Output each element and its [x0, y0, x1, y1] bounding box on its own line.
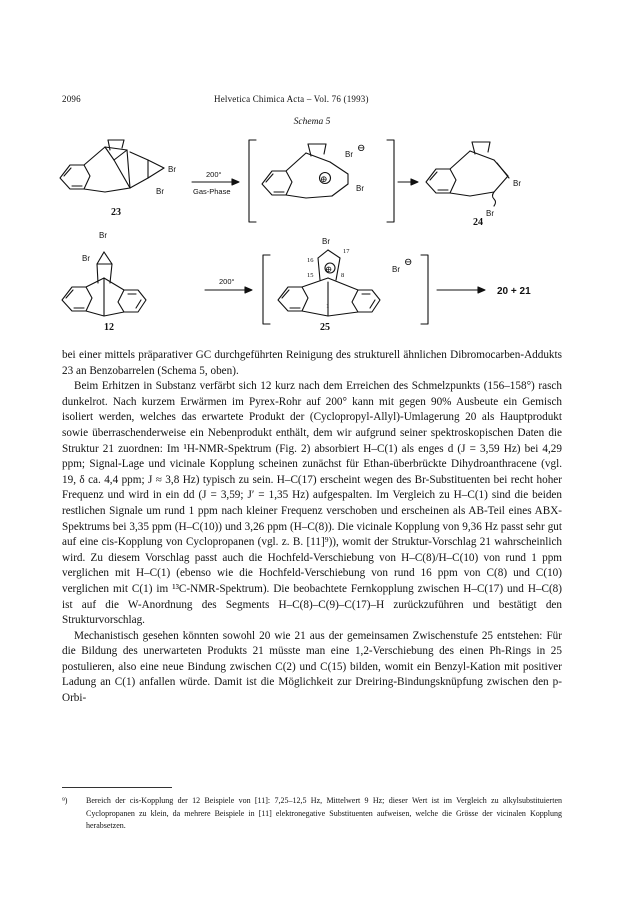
br-label: Br [82, 254, 90, 263]
compound-number-23: 23 [111, 207, 121, 218]
br-label: Br [513, 179, 521, 188]
counterion-br: Br [392, 265, 400, 274]
structure-24 [426, 142, 509, 206]
products-label: 20 + 21 [497, 286, 531, 297]
paragraph: Beim Erhitzen in Substanz verfärbt sich 12 kurz nach dem Erreichen des Schmelzpunkts (156–158°) rasch dunkelrot. Nach kurzem Erwärmen im Pyrex-Rohr auf 200° kann mit gegen 90% Ausbeute ein Gemisch isoliert werden, welches das erwartete Produkt der (Cyclopropyl-Allyl)-Umlagerung 20 als Hauptprodukt sowie überraschenderweise ein Nebenprodukt enthält, dem wir aufgrund seiner spektroskopischen Daten die Struktur 21 zuordnen: Im ¹H-NMR-Spektrum (Fig. 2) absorbiert H–C(1) als enges d (J = 3,59 Hz) bei 4,29 ppm; Signal-Lage und vicinale Kopplung scheinen zunächst für Ethan-überbrückte Dihydroanthracene (vgl. 19, δ ca. 4,4 ppm; J ≈ 3,8 Hz) typisch zu sein. H–C(17) erscheint wegen des Br-Substituenten bei recht hoher Frequenz und wird in ein dd (J = 3,59; J′ = 1,35 Hz) aufgespalten. Im Vergleich zu H–C(1) sind die beiden restlichen Signale um rund 1 ppm nach kleiner Frequenz verschoben und erscheinen als AB-Teil eines ABX-Spektrums bei 3,35 ppm (H–C(10)) und 3,26 ppm (H–C(8)). Die vicinale Kopplung von 9,36 Hz passt sehr gut auf eine cis-Kopplung von Cyclopropanen (vgl. z. B. [11]⁹)), womit der Struktur-Vorschlag 21 wahrscheinlich wird. Zu diesem Vorschlag passt auch die Hochfeld-Verschiebung von H–C(8)/H–C(10) von rund 1 ppm verglichen mit H–C(1) (ebenso wie die Hochfeld-Verschiebung von rund 16 ppm von C(8) und C(10) verglichen mit C(1) im ¹³C-NMR-Spektrum). Die beobachtete Fernkopplung zwischen H–C(17) und H–C(8) ist auf die W-Anordnung des Segments H–C(8)–C(9)–C(17)–H zurückzuführen und bestätigt den Strukturvorschlag. [62, 380, 562, 627]
footnote-text: Bereich der cis-Kopplung der 12 Beispiele von [11]: 7,25–12,5 Hz, Mittelwert 9 Hz; dieser Wert ist im Vergleich zu alkylsubstituierten Cyclopropanen zu klein, da mehrere Beispiele in [11] elektronegative Substituenten aufweisen, welche die Grösse der vicinalen Kopplung herabsetzen. [86, 796, 562, 831]
bracket-left [263, 255, 270, 324]
footnote-mark: ⁹) [62, 796, 68, 805]
br-label: Br [322, 237, 330, 246]
condition-phase: Gas-Phase [193, 187, 231, 196]
reaction-arrow-head [478, 287, 485, 293]
br-label: Br [156, 187, 164, 196]
cation-charge: ⊕ [325, 264, 333, 274]
body-text [62, 348, 562, 707]
position-label-16: 16 [307, 257, 314, 264]
counterion-charge: ⊖ [357, 143, 366, 154]
paragraph: Mechanistisch gesehen könnten sowohl 20 wie 21 aus der gemeinsamen Zwischenstufe 25 entstehen: Für die Bildung des unerwarteten Produkts 21 müsste man eine 1,2-Verschiebung des einen Ph-Rings in 25 postulieren, also eine neue Bindung zwischen C(2) und C(15) bilden, womit ein Benzyl-Kation mit positiver Ladung an C(1) anfallen würde. Damit ist die Möglichkeit zur Dreiring-Bindungsknüpfung zwischen den p-Orbi- [62, 629, 562, 705]
counterion-charge: ⊖ [404, 257, 413, 268]
position-label-1: 1 [326, 303, 330, 310]
condition-temperature: 200° [206, 170, 222, 179]
bracket-right [421, 255, 428, 324]
br-label: Br [168, 165, 176, 174]
reaction-arrow-head [411, 179, 418, 185]
position-label-15: 15 [307, 272, 314, 279]
cation-charge: ⊕ [320, 174, 328, 184]
reaction-arrow-head [245, 287, 252, 293]
bracket-left [249, 140, 256, 222]
br-label: Br [486, 209, 494, 218]
paragraph: bei einer mittels präparativer GC durchgeführten Reinigung des strukturell ähnlichen Dibromocarben-Addukts 23 an Benzobarrelen (Schema 5, oben). [62, 349, 562, 377]
structure-12 [62, 252, 146, 316]
scheme-title: Schema 5 [293, 117, 331, 127]
journal-running-head: Helvetica Chimica Acta – Vol. 76 (1993) [214, 94, 369, 104]
page-number: 2096 [62, 94, 81, 104]
intermediate-cation-structure [262, 144, 348, 198]
footnote [62, 795, 562, 833]
condition-temperature: 200° [219, 277, 235, 286]
br-label: Br [99, 231, 107, 240]
compound-number-24: 24 [473, 217, 483, 228]
compound-number-12: 12 [104, 322, 114, 333]
position-label-8: 8 [341, 272, 345, 279]
reaction-scheme [0, 0, 624, 345]
position-label-17: 17 [343, 248, 350, 255]
reaction-arrow-head [232, 179, 239, 185]
counterion-br: Br [345, 150, 353, 159]
br-label: Br [356, 184, 364, 193]
footnote-rule [62, 787, 172, 788]
compound-number-25: 25 [320, 322, 330, 333]
structure-23 [60, 140, 164, 192]
bracket-right [387, 140, 394, 222]
